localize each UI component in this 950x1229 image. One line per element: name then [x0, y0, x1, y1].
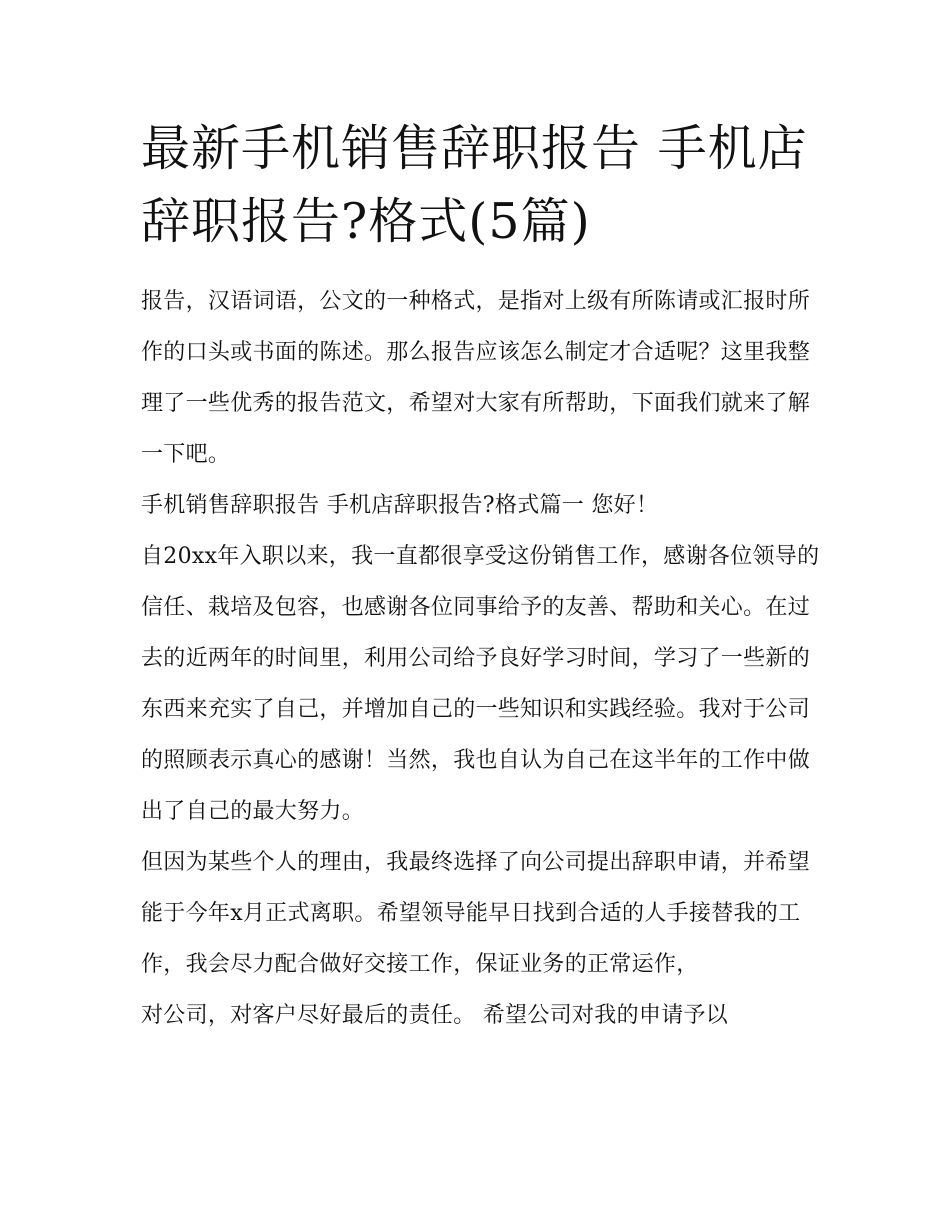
document-page	[141, 112, 821, 1041]
section-heading: 手机销售辞职报告 手机店辞职报告?格式篇一 您好！	[141, 493, 659, 518]
document-title: 最新手机销售辞职报告 手机店辞职报告?格式(5篇)	[141, 120, 808, 250]
body-paragraph: 自20xx年入职以来，我一直都很享受这份销售工作，感谢各位领导的信任、栽培及包容，也感谢各位同事给予的友善、帮助和关心。在过去的近两年的时间里，利用公司给予良好学习时间，学习了一些新的东西来充实了自己，并增加自己的一些知识和实践经验。我对于公司的照顾表示真心的感谢！当然，我也自认为自己在这半年的工作中做出了自己的最大努力。	[141, 544, 820, 824]
body-paragraph: 但因为某些个人的理由，我最终选择了向公司提出辞职申请，并希望能于今年x月正式离职。希望领导能早日找到合适的人手接替我的工作，我会尽力配合做好交接工作，保证业务的正常运作，	[141, 850, 811, 977]
body-paragraph: 对公司，对客户尽好最后的责任。 希望公司对我的申请予以	[141, 1003, 729, 1028]
intro-paragraph: 报告，汉语词语，公文的一种格式，是指对上级有所陈请或汇报时所作的口头或书面的陈述。那么报告应该怎么制定才合适呢？这里我整理了一些优秀的报告范文，希望对大家有所帮助，下面我们就来了解一下吧。	[141, 289, 811, 467]
